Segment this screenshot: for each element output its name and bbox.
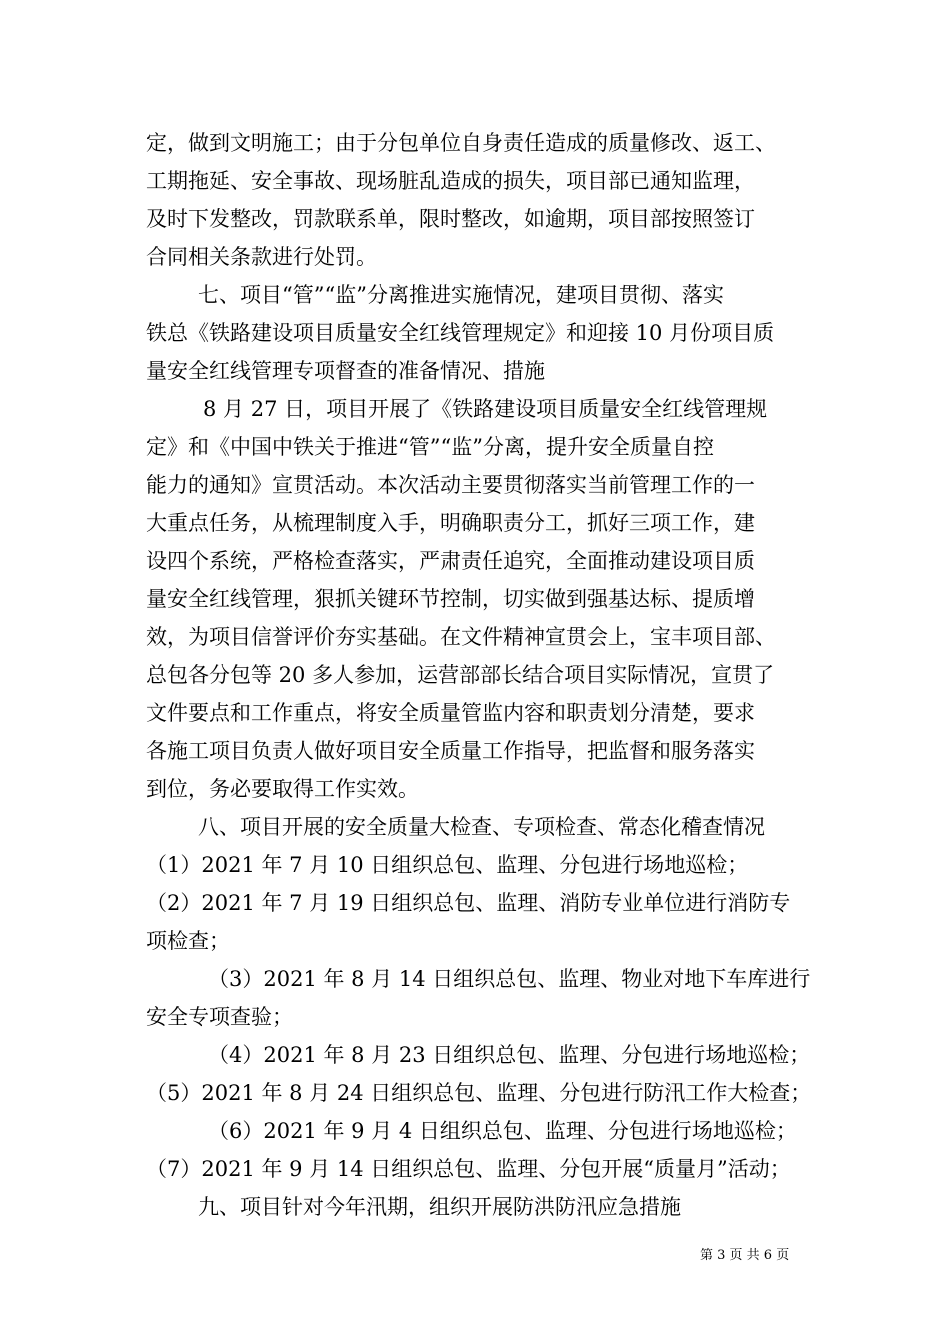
section-heading-7-cont: 铁总《铁路建设项目质量安全红线管理规定》和迎接 10 月份项目质 <box>146 321 775 345</box>
body-line: 总包各分包等 20 多人参加，运营部部长结合项目实际情况，宣贯了 <box>146 663 775 687</box>
body-line: 合同相关条款进行处罚。 <box>146 245 377 269</box>
body-line: 设四个系统，严格检查落实，严肃责任追究，全面推动建设项目质 <box>146 549 755 573</box>
body-line: 定》和《中国中铁关于推进“管”“监”分离，提升安全质量自控 <box>146 435 714 459</box>
list-item: （6）2021 年 9 月 4 日组织总包、监理、分包进行场地巡检； <box>208 1119 797 1143</box>
body-line: 工期拖延、安全事故、现场脏乱造成的损失，项目部已通知监理， <box>146 169 755 193</box>
body-line: 8 月 27 日，项目开展了《铁路建设项目质量安全红线管理规 <box>203 397 768 421</box>
list-item: （7）2021 年 9 月 14 日组织总包、监理、分包开展“质量月”活动； <box>146 1157 791 1181</box>
body-line: 到位，务必要取得工作实效。 <box>146 777 419 801</box>
list-item: （3）2021 年 8 月 14 日组织总包、监理、物业对地下车库进行 <box>208 967 811 991</box>
body-line: 能力的通知》宣贯活动。本次活动主要贯彻落实当前管理工作的一 <box>146 473 755 497</box>
list-item: （4）2021 年 8 月 23 日组织总包、监理、分包进行场地巡检； <box>208 1043 811 1067</box>
body-line: 各施工项目负责人做好项目安全质量工作指导，把监督和服务落实 <box>146 739 755 763</box>
body-line: 大重点任务，从梳理制度入手，明确职责分工，抓好三项工作，建 <box>146 511 755 535</box>
body-line: 量安全红线管理，狠抓关键环节控制，切实做到强基达标、提质增 <box>146 587 755 611</box>
body-line: 效，为项目信誉评价夯实基础。在文件精神宣贯会上，宝丰项目部、 <box>146 625 776 649</box>
body-line: 定，做到文明施工；由于分包单位自身责任造成的质量修改、返工、 <box>146 131 776 155</box>
list-item: （5）2021 年 8 月 24 日组织总包、监理、分包进行防汛工作大检查； <box>146 1081 812 1105</box>
section-heading-9: 九、项目针对今年汛期，组织开展防洪防汛应急措施 <box>198 1195 681 1219</box>
page-number: 第 3 页 共 6 页 <box>700 1248 790 1263</box>
section-heading-7-cont: 量安全红线管理专项督查的准备情况、措施 <box>146 359 545 383</box>
list-item-cont: 项检查； <box>146 929 230 953</box>
list-item-cont: 安全专项查验； <box>146 1005 293 1029</box>
section-heading-7: 七、项目“管”“监”分离推进实施情况，建项目贯彻、落实 <box>198 283 724 307</box>
list-item: （1）2021 年 7 月 10 日组织总包、监理、分包进行场地巡检； <box>146 853 749 877</box>
body-line: 文件要点和工作重点，将安全质量管监内容和职责划分清楚，要求 <box>146 701 755 725</box>
list-item: （2）2021 年 7 月 19 日组织总包、监理、消防专业单位进行消防专 <box>146 891 791 915</box>
body-line: 及时下发整改，罚款联系单，限时整改，如逾期，项目部按照签订 <box>146 207 755 231</box>
section-heading-8: 八、项目开展的安全质量大检查、专项检查、常态化稽查情况 <box>198 815 765 839</box>
